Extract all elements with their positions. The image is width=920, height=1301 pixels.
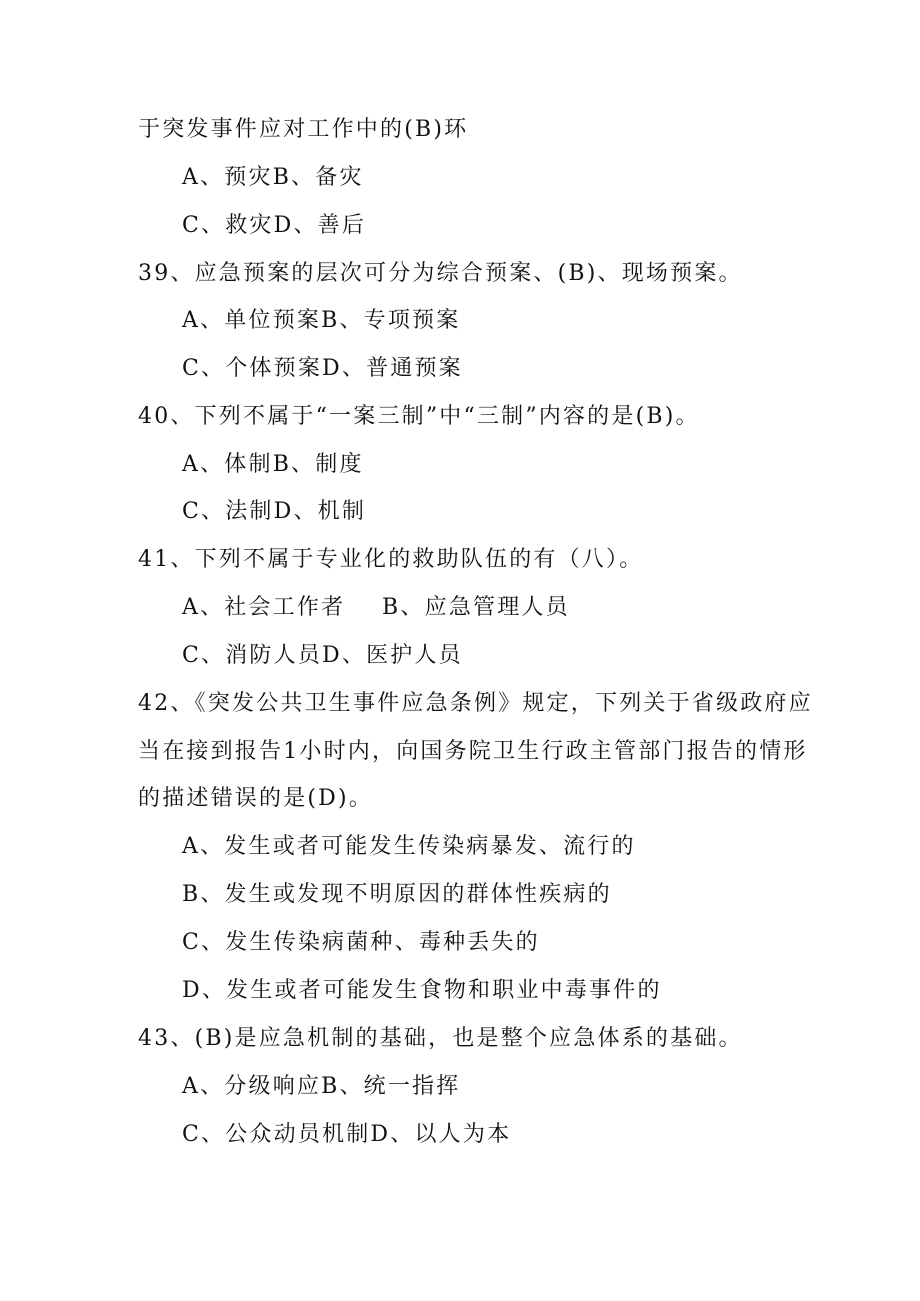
question-38-options-cd: C、救灾D、善后: [182, 213, 367, 238]
question-43-options-ab: A、分级响应B、统一指挥: [182, 1074, 461, 1099]
question-40-options-cd: C、法制D、机制: [182, 499, 367, 524]
question-42-line-2: 当在接到报告1小时内，向国务院卫生行政主管部门报告的情形: [138, 739, 808, 764]
question-42-option-b: B、发生或发现不明原因的群体性疾病的: [182, 882, 612, 907]
question-43: 43、(B)是应急机制的基础，也是整个应急体系的基础。: [138, 1026, 743, 1051]
question-39-options-cd: C、个体预案D、普通预案: [182, 356, 463, 381]
question-39: 39、应急预案的层次可分为综合预案、(B)、现场预案。: [138, 261, 743, 286]
question-42-line-3: 的描述错误的是(D)。: [138, 786, 374, 811]
question-40-options-ab: A、体制B、制度: [182, 452, 364, 477]
question-38-continuation: 于突发事件应对工作中的(B)环: [138, 117, 469, 142]
question-42-option-c: C、发生传染病菌种、毒种丢失的: [182, 930, 540, 955]
question-38-options-ab: A、预灾B、备灾: [182, 165, 364, 190]
question-42-line-1: 42、《突发公共卫生事件应急条例》规定，下列关于省级政府应: [138, 691, 813, 716]
question-43-options-cd: C、公众动员机制D、以人为本: [182, 1122, 512, 1147]
question-41: 41、下列不属于专业化的救助队伍的有（八）。: [138, 547, 644, 572]
question-42-option-d: D、发生或者可能发生食物和职业中毒事件的: [182, 978, 662, 1003]
question-40: 40、下列不属于“一案三制”中“三制”内容的是(B)。: [138, 404, 700, 429]
question-39-options-ab: A、单位预案B、专项预案: [182, 308, 461, 333]
question-42-option-a: A、发生或者可能发生传染病暴发、流行的: [182, 834, 636, 859]
question-41-options-cd: C、消防人员D、医护人员: [182, 643, 463, 668]
question-41-options-ab: A、社会工作者 B、应急管理人员: [182, 595, 570, 620]
